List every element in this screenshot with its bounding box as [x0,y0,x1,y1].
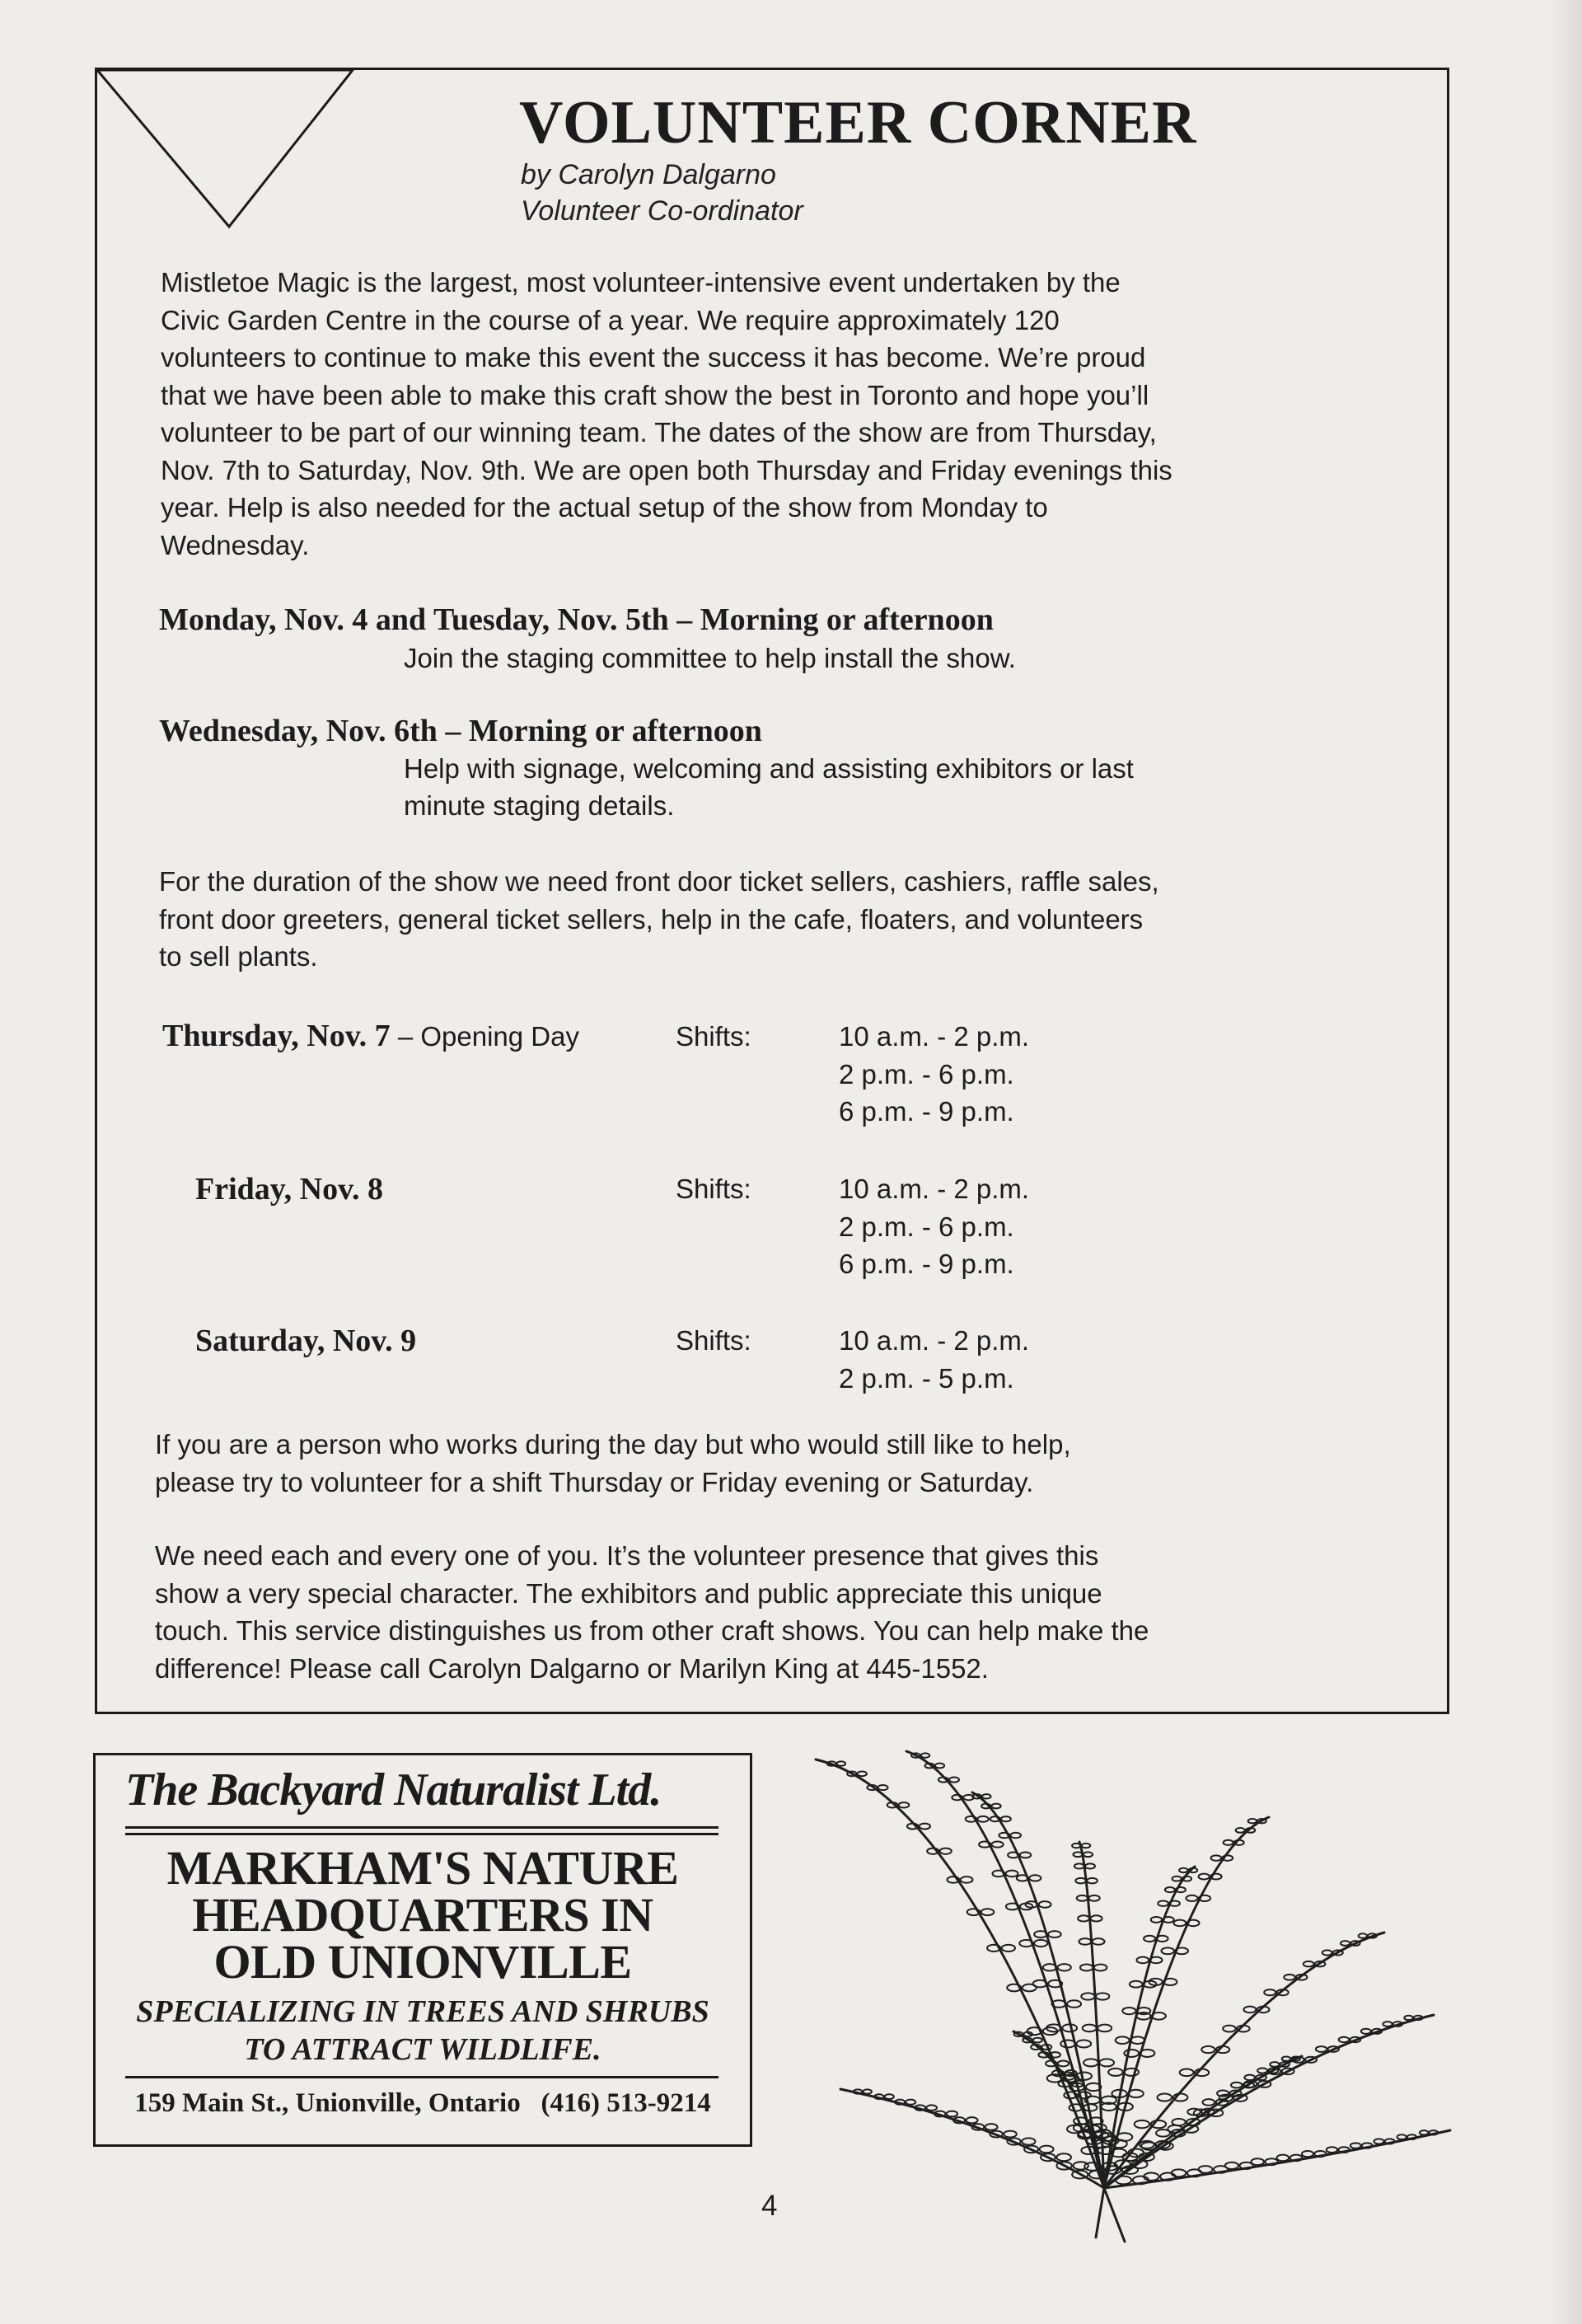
fern-leaflet [1316,2046,1327,2052]
fern-leaflet [1361,2029,1371,2034]
page-number: 4 [761,2190,778,2222]
fern-leaflet [836,1761,845,1765]
fern-leaflet [1157,1936,1168,1942]
fern-frond [840,2089,1104,2188]
fern-leaflet [1199,1874,1210,1880]
fern-leaflet [1034,1940,1047,1947]
closing-paragraph [155,1537,1149,1687]
fern-leaflet [1251,2158,1264,2165]
corner-fold-icon [97,70,476,235]
fern-leaflet [1087,1878,1098,1883]
fern-leaflet [1093,1938,1105,1945]
shifts-label: Shifts: [676,1325,751,1356]
fern-leaflet [1099,2059,1114,2066]
fern-leaflet [1006,1871,1018,1877]
fern-leaflet [1081,1993,1094,1999]
shifts-label: Shifts: [676,1174,751,1204]
fern-leaflet [1383,2022,1392,2026]
fern-leaflet [1157,2094,1172,2101]
text-line: difference! Please call Carolyn Dalgarno or Marilyn King at 445-1552. [155,1652,989,1684]
fern-leaflet [920,1824,930,1830]
setup-day-separator: – [668,602,700,637]
fern-leaflet [1020,1853,1031,1858]
fern-leaflet [1010,1833,1021,1838]
show-day-heading [162,1018,579,1055]
ad-contact [93,2088,752,2119]
fern-leaflet [921,1753,930,1757]
text-line: Civic Garden Centre in the course of a year. We require approximately 120 [161,304,1060,335]
text-line: year. Help is also needed for the actual setup of the show from Monday to [161,492,1048,522]
fern-leaflet [1130,1981,1143,1988]
fern-leaflet [940,1848,952,1854]
fern-leaflet [1211,1855,1222,1860]
fern-leaflet [1130,2036,1144,2044]
text-line: Help with signage, welcoming and assisting exhibitors or last [404,753,1134,784]
fern-leaflet [1034,1931,1047,1937]
fern-leaflet [1150,1957,1163,1964]
fern-leaflet [1284,1975,1294,1980]
fern-leaflet [985,2124,998,2130]
fern-leaflet [1002,1945,1015,1952]
fern-leaflet [1180,2069,1194,2077]
duration-paragraph [159,863,1159,976]
intro-paragraph [161,264,1172,564]
fern-frond [1104,2015,1434,2188]
show-day-date: Friday, Nov. 8 [195,1172,384,1207]
shifts-label: Shifts: [676,1021,751,1052]
fern-leaflet [1080,1965,1093,1971]
fern-leaflet [1067,2000,1081,2008]
workday-paragraph [155,1426,1071,1501]
shift-times [839,1322,1029,1397]
text-line: front door greeters, general ticket sellers, help in the cafe, floaters, and volunteers [159,903,1144,935]
fern-leaflet [1058,1964,1071,1970]
fern-leaflet [1083,2025,1097,2032]
text-line: that we have been able to make this craft show the best in Toronto and hope you’ll [161,379,1149,410]
text-line: For the duration of the show we need front door ticket sellers, cashiers, raffle sales, [159,866,1159,897]
fern-leaflet [991,1804,1000,1809]
fern-leaflet [1029,1875,1041,1881]
fern-leaflet [1270,2062,1279,2067]
ad-headline-line: HEADQUARTERS IN [192,1888,653,1942]
fern-leaflet [1077,2040,1092,2047]
fern-leaflet [1304,1961,1314,1966]
fern-leaflet [1136,1957,1149,1964]
fern-leaflet [1231,2083,1242,2088]
shift-time: 10 a.m. - 2 p.m. [839,1021,1030,1052]
show-day-date: Saturday, Nov. 9 [195,1324,417,1358]
fern-leaflet [1223,2026,1236,2032]
shift-time: 2 p.m. - 6 p.m. [839,1211,1014,1242]
byline-role: Volunteer Co-ordinator [521,195,803,227]
fern-leaflet [982,1794,991,1798]
byline-author: by Carolyn Dalgarno [521,159,776,190]
fern-root [1096,2188,1125,2242]
ad-divider [125,1826,718,1829]
fern-leaflet [1201,2046,1215,2053]
fern-frond [1013,2031,1104,2188]
fern-leaflet [1264,1989,1275,1995]
fern-leaflet [1094,1965,1107,1971]
fern-illustration-icon [807,1743,1483,2254]
fern-leaflet [1322,1950,1332,1955]
fern-leaflet [935,1764,944,1769]
fern-leaflet [1108,2069,1123,2076]
text-line: We need each and every one of you. It’s the volunteer presence that gives this [155,1540,1099,1571]
shift-time: 10 a.m. - 2 p.m. [839,1174,1030,1204]
fern-leaflet [1098,2025,1112,2032]
fern-leaflet [1225,2162,1238,2169]
text-line: volunteers to continue to make this event the success it has become. We’re proud [161,342,1146,372]
fern-leaflet [1202,2099,1215,2106]
ad-address: 159 Main St., Unionville, Ontario [134,2088,521,2118]
setup-day-heading [159,715,762,747]
byline [521,157,803,229]
fern-leaflet [1060,2040,1075,2047]
text-line: to sell plants. [159,941,318,972]
text-line: Wednesday. [161,529,310,560]
setup-day-time: Morning or afternoon [468,714,762,748]
text-line: minute staging details. [404,790,675,821]
fern-leaflet [1350,2143,1361,2148]
show-day-dash: – [390,1021,421,1052]
fern-leaflet [1085,1863,1095,1868]
fern-leaflet [906,2100,915,2105]
fern-leaflet [1236,1828,1245,1833]
fern-leaflet [885,2094,894,2099]
fern-leaflet [1124,2050,1139,2057]
fern-leaflet [1302,2151,1313,2157]
fern-leaflet [926,2105,937,2110]
fern-leaflet [1091,1915,1102,1921]
fern-leaflet [947,2111,957,2117]
fern-leaflet [1161,1947,1174,1954]
fern-leaflet [981,1909,995,1915]
setup-day-description [404,640,1016,677]
fern-leaflet [1341,1941,1350,1946]
fern-leaflet [1257,2068,1267,2073]
fern-leaflet [1079,1938,1091,1945]
text-line: Mistletoe Magic is the largest, most volunteer-intensive event undertaken by the [161,267,1121,298]
fern-leaflet [1186,1895,1198,1901]
setup-day-time: Morning or afternoon [700,602,994,637]
fern-leaflet [1078,1915,1089,1921]
fern-leaflet [1088,1895,1099,1901]
fern-leaflet [1152,2012,1166,2020]
fern-leaflet [1073,1852,1082,1857]
fern-leaflet [1075,1878,1086,1883]
fern-leaflet [992,1841,1004,1847]
ad-phone: (416) 513-9214 [541,2088,711,2118]
ad-headline-line: MARKHAM'S NATURE [166,1841,679,1895]
fern-leaflet [1033,2038,1042,2043]
fern-leaflet [1156,2130,1170,2137]
fern-leaflet [1163,1979,1177,1985]
show-day-date: Thursday, Nov. 7 [162,1019,391,1053]
ad-headline-line: OLD UNIONVILLE [213,1935,632,1989]
fern-leaflet [1058,2061,1069,2067]
fern-leaflet [1158,1900,1168,1905]
fern-leaflet [1084,2059,1098,2066]
fern-leaflet [1048,1931,1061,1937]
fern-leaflet [1420,2130,1429,2134]
text-line: please try to volunteer for a shift Thursday or Friday evening or Saturday. [155,1466,1034,1497]
setup-day-description [404,750,1134,824]
fern-leaflet [1077,1895,1088,1901]
text-line: Join the staging committee to help install the show. [404,643,1016,673]
fern-leaflet [899,1802,910,1807]
shift-times [839,1170,1029,1283]
fern-leaflet [1374,2139,1384,2144]
fern-leaflet [1122,2008,1135,2014]
fern-leaflet [1172,2169,1186,2176]
fern-leaflet [1074,1863,1084,1868]
fern-leaflet [949,1777,959,1782]
setup-day-separator: – [437,714,469,748]
setup-day-date: Monday, Nov. 4 and Tuesday, Nov. 5th [159,602,669,637]
fern-leaflet [1084,1852,1093,1857]
fern-leaflet [1128,2090,1143,2097]
text-line: show a very special character. The exhibitors and public appreciate this unique [155,1577,1102,1609]
text-line: touch. This service distinguishes us from other craft shows. You can help make the [155,1615,1149,1646]
fern-leaflet [1165,1887,1175,1892]
fern-leaflet [1243,2007,1256,2013]
article-title: VOLUNTEER CORNER [519,89,1197,157]
fern-leaflet [1056,2153,1071,2161]
fern-leaflet [1022,2138,1035,2144]
shift-times [839,1018,1029,1131]
shift-time: 2 p.m. - 6 p.m. [839,1058,1014,1089]
fern-leaflet [1179,1868,1188,1872]
fern-leaflet [1404,2016,1413,2020]
text-line: volunteer to be part of our winning team. The dates of the show are from Thursday, [161,417,1157,447]
fern-leaflet [1040,2146,1054,2153]
fern-leaflet [1244,2075,1255,2080]
text-line: If you are a person who works during the day but who would still like to help, [155,1429,1071,1460]
ad-specializing-line: TO ATTRACT WILDLIFE. [244,2032,601,2067]
fern-leaflet [1004,2131,1017,2138]
fern-leaflet [863,2089,872,2093]
fern-leaflet [1172,2119,1185,2125]
fern-leaflet [1199,2166,1213,2173]
fern-leaflet [1096,1993,1109,1999]
fern-leaflet [1033,1980,1047,1988]
shift-time: 10 a.m. - 2 p.m. [839,1325,1030,1356]
ad-divider [125,1833,718,1835]
ad-specializing-line: SPECIALIZING IN TREES AND SHRUBS [136,1994,709,2029]
page-edge-shadow [1549,0,1582,2324]
fern-leaflet [1359,1933,1368,1937]
fern-leaflet [1039,1901,1051,1908]
text-line: Nov. 7th to Saturday, Nov. 9th. We are open both Thursday and Friday evenings this [161,454,1172,485]
fern-leaflet [1135,2120,1149,2128]
shift-time: 6 p.m. - 9 p.m. [839,1249,1014,1279]
fern-leaflet [1282,2057,1291,2061]
fern-leaflet [1116,2133,1132,2141]
fern-leaflet [966,2117,977,2123]
show-day-note: Opening Day [420,1021,579,1052]
fern-leaflet [878,1785,888,1790]
fern-leaflet [1224,1840,1233,1845]
setup-day-heading [159,604,994,635]
fern-leaflet [1248,1819,1257,1823]
fern-leaflet [961,1877,973,1883]
fern-leaflet [858,1771,867,1776]
shift-time: 2 p.m. - 5 p.m. [839,1362,1014,1394]
ad-logo: The Backyard Naturalist Ltd. [125,1764,662,1816]
fern-leaflet [1327,2147,1337,2153]
fern-leaflet [1043,1964,1056,1970]
fern-leaflet [1140,2050,1155,2057]
fern-leaflet [1116,2036,1130,2044]
fern-leaflet [977,1816,988,1822]
fern-leaflet [1276,2155,1289,2162]
fern-leaflet [1151,1917,1162,1923]
fern-leaflet [1001,1816,1011,1821]
fern-leaflet [1144,1936,1155,1942]
fern-leaflet [1172,1877,1181,1881]
shift-time: 6 p.m. - 9 p.m. [839,1096,1014,1127]
fern-leaflet [1082,1844,1091,1848]
fern-leaflet [1173,1920,1186,1927]
fern-leaflet [1397,2134,1406,2139]
fern-leaflet [1077,2072,1092,2079]
setup-day-date: Wednesday, Nov. 6th [159,714,438,748]
ad-divider [125,2076,718,2078]
fern-leaflet [1339,2037,1350,2042]
